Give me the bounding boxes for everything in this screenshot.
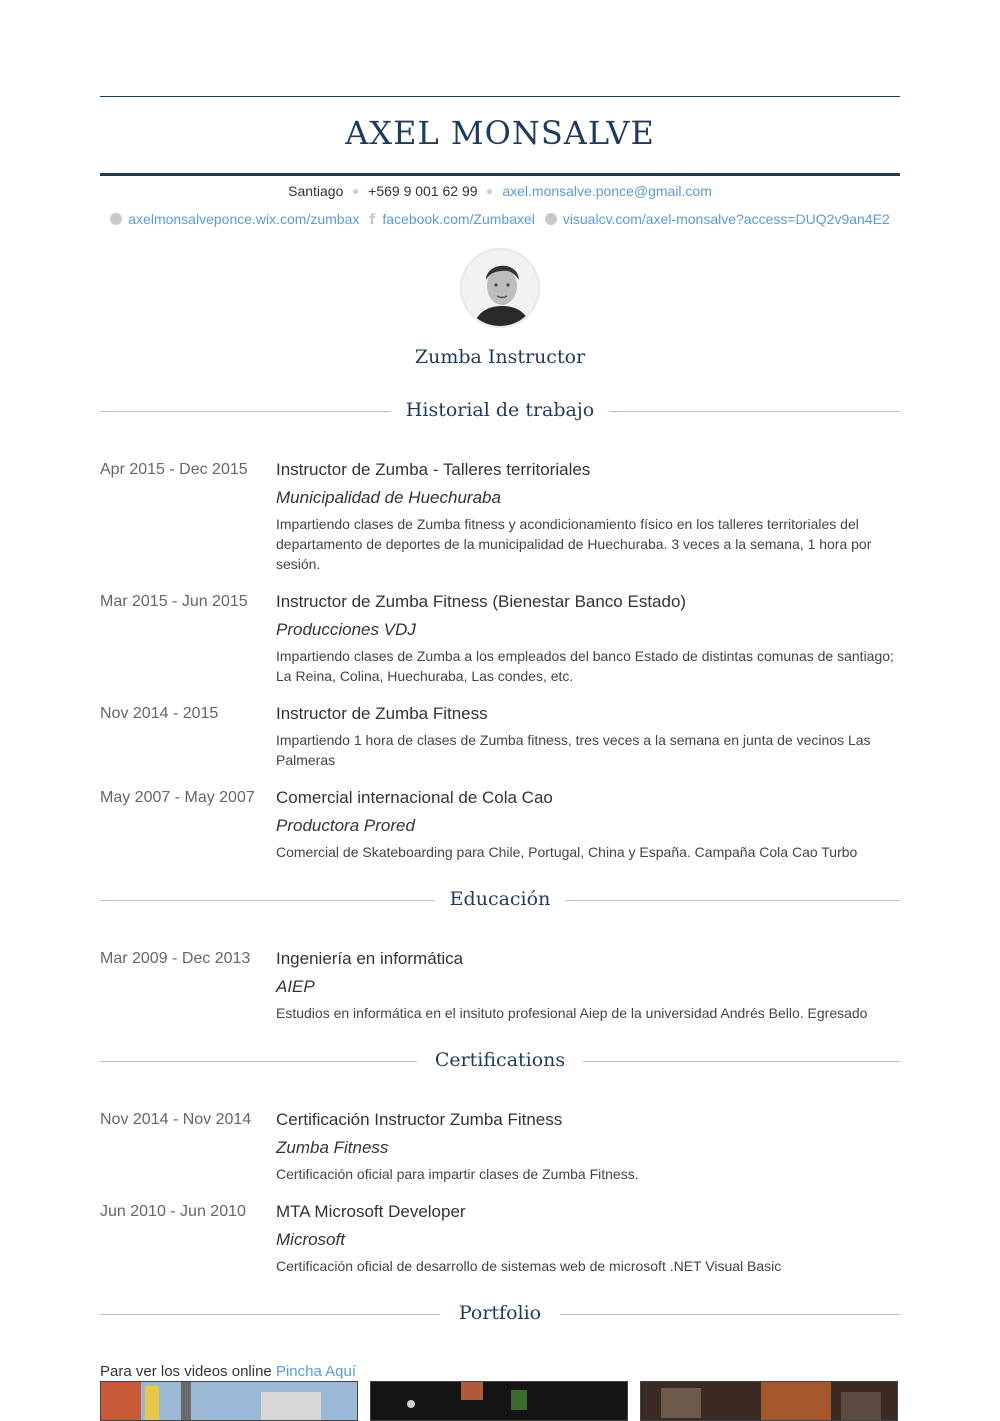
entry-role: Ingeniería en informática	[276, 949, 464, 968]
website-link[interactable]: axelmonsalveponce.wix.com/zumbax	[128, 211, 360, 227]
entry-date: Nov 2014 - Nov 2014	[100, 1111, 252, 1128]
headline: Zumba Instructor	[414, 346, 586, 368]
divider	[609, 411, 900, 412]
entry-desc: Impartiendo clases de Zumba fitness y acondicionamiento físico en los talleres territoriales del departamento de deportes de la municipalidad de Huechuraba. 3 veces a la semana, 1 hora por sesión.	[276, 516, 872, 572]
entry-date: Apr 2015 - Dec 2015	[100, 461, 248, 478]
entry-date: Mar 2015 - Jun 2015	[100, 593, 248, 610]
entry-desc: Impartiendo 1 hora de clases de Zumba fitness, tres veces a la semana en junta de vecinos Las Palmeras	[276, 732, 871, 768]
entry-role: MTA Microsoft Developer	[276, 1202, 466, 1221]
entry-org: Municipalidad de Huechuraba	[276, 488, 501, 507]
visualcv-link[interactable]: visualcv.com/axel-monsalve?access=DUQ2v9an4E2	[562, 211, 890, 227]
entry-date: Mar 2009 - Dec 2013	[100, 950, 251, 967]
portfolio-link[interactable]: Pincha Aquí	[275, 1363, 356, 1380]
entry-date: Nov 2014 - 2015	[100, 705, 219, 722]
entry-org: Microsoft	[276, 1230, 345, 1249]
divider	[566, 900, 900, 901]
location: Santiago	[288, 183, 344, 199]
section-heading-education	[100, 884, 900, 914]
avatar	[460, 248, 540, 328]
contact-row	[60, 181, 940, 201]
entry-role: Comercial internacional de Cola Cao	[276, 788, 553, 807]
phone: +569 9 001 62 99	[368, 183, 478, 199]
section-heading-portfolio	[100, 1298, 900, 1328]
portfolio-thumbnail[interactable]	[640, 1381, 898, 1421]
entry-desc: Impartiendo clases de Zumba a los empleados del banco Estado de distintas comunas de santiago; La Reina, Colina, Huechuraba, Las condes, etc.	[276, 648, 894, 684]
entry-org: Producciones VDJ	[276, 620, 416, 639]
entry-date: Jun 2010 - Jun 2010	[100, 1203, 246, 1220]
entry-org: Productora Prored	[276, 816, 415, 835]
portfolio-thumbnail[interactable]	[100, 1381, 358, 1421]
facebook-link[interactable]: facebook.com/Zumbaxel	[382, 211, 535, 227]
email-link[interactable]: axel.monsalve.ponce@gmail.com	[502, 183, 712, 199]
globe-icon	[545, 213, 557, 225]
entry-org: Zumba Fitness	[276, 1138, 389, 1157]
entry-desc: Certificación oficial de desarrollo de sistemas web de microsoft .NET Visual Basic	[276, 1258, 782, 1274]
entry-desc: Comercial de Skateboarding para Chile, Portugal, China y España. Campaña Cola Cao Turbo	[276, 844, 858, 860]
separator-dot	[353, 189, 358, 194]
entry-desc: Estudios en informática en el insituto profesional Aiep de la universidad Andrés Bello. Egresado	[276, 1005, 868, 1021]
entry-role: Instructor de Zumba Fitness	[276, 704, 488, 723]
section-title: Educación	[449, 888, 551, 910]
entry-role: Instructor de Zumba - Talleres territoriales	[276, 460, 591, 479]
header-top-rule	[100, 96, 900, 97]
entry-role: Instructor de Zumba Fitness (Bienestar Banco Estado)	[276, 592, 687, 611]
portfolio-intro-text: Para ver los videos online	[100, 1363, 272, 1380]
entry-role: Certificación Instructor Zumba Fitness	[276, 1110, 563, 1129]
resume-page	[100, 0, 900, 1410]
candidate-name: AXEL MONSALVE	[345, 114, 655, 152]
section-title: Historial de trabajo	[405, 399, 595, 421]
portfolio-thumbnail[interactable]	[370, 1381, 628, 1421]
header-bottom-rule	[100, 173, 900, 176]
entry-date: May 2007 - May 2007	[100, 789, 255, 806]
facebook-icon: f	[369, 212, 376, 228]
separator-dot	[487, 189, 492, 194]
section-heading-certifications	[100, 1045, 900, 1075]
globe-icon	[110, 213, 122, 225]
section-title: Certifications	[434, 1049, 566, 1071]
entry-desc: Certificación oficial para impartir clases de Zumba Fitness.	[276, 1166, 639, 1182]
section-heading-work	[100, 395, 900, 425]
divider	[560, 1314, 900, 1315]
entry-org: AIEP	[276, 977, 315, 996]
portfolio-intro	[100, 1362, 356, 1382]
divider	[583, 1061, 900, 1062]
section-title: Portfolio	[458, 1302, 542, 1324]
links-row	[60, 209, 940, 230]
